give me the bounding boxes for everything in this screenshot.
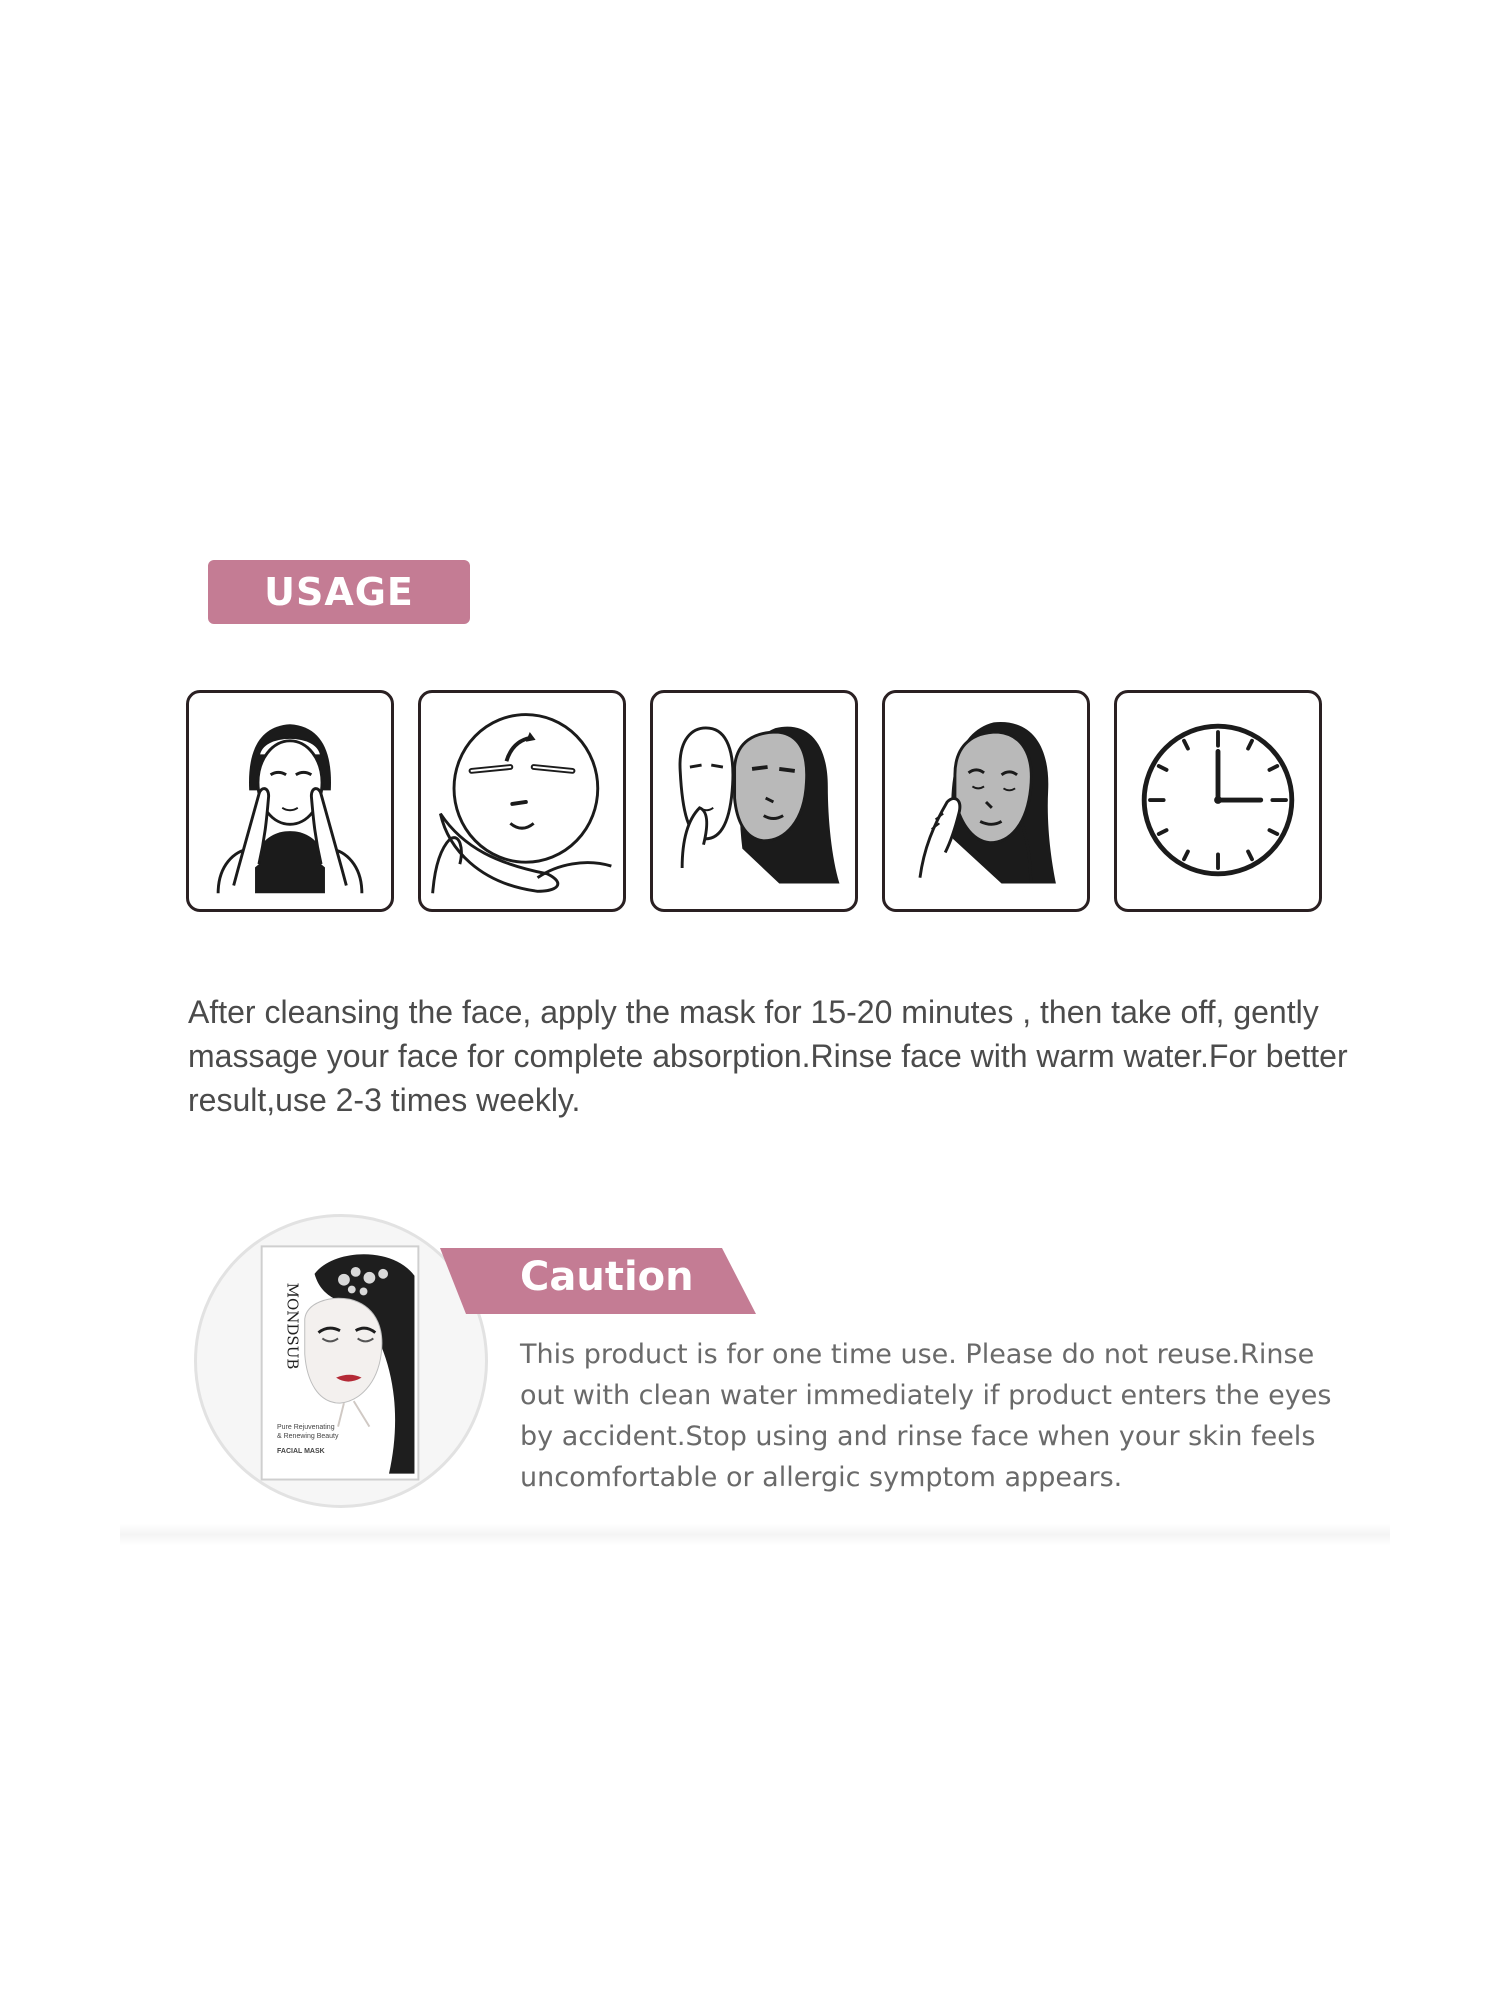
usage-heading: USAGE [264,570,414,614]
cleanse-face-icon [189,693,391,909]
clock-icon [1117,693,1319,909]
caution-text: This product is for one time use. Please do not reuse.Rinse out with clean water immediately if product enters the eyes by accident.Stop using and rinse face when your skin feels uncomfortable or allergic symptom appears. [520,1339,1332,1493]
usage-heading-badge [208,560,470,624]
bottom-divider [120,1524,1390,1546]
step-3-card [650,690,858,912]
package-brand: MONDSUB [283,1282,301,1370]
usage-instructions: After cleansing the face, apply the mask for 15-20 minutes , then take off, gently massage your face for complete absorption.Rinse face with warm water.For better result,use 2-3 times weekly. [188,994,1348,1118]
usage-steps [186,690,1326,914]
package-line-1: Pure Rejuvenating [277,1424,335,1431]
package-product: FACIAL MASK [277,1448,325,1455]
package-line-2: & Renewing Beauty [277,1433,339,1440]
massage-face-icon [885,693,1087,909]
apply-mask-icon [421,693,623,909]
caution-heading: Caution [520,1254,694,1300]
step-2-card [418,690,626,912]
step-1-card [186,690,394,912]
remove-mask-icon [653,693,855,909]
step-4-card [882,690,1090,912]
step-5-card [1114,690,1322,912]
caution-heading-badge [440,1248,756,1314]
